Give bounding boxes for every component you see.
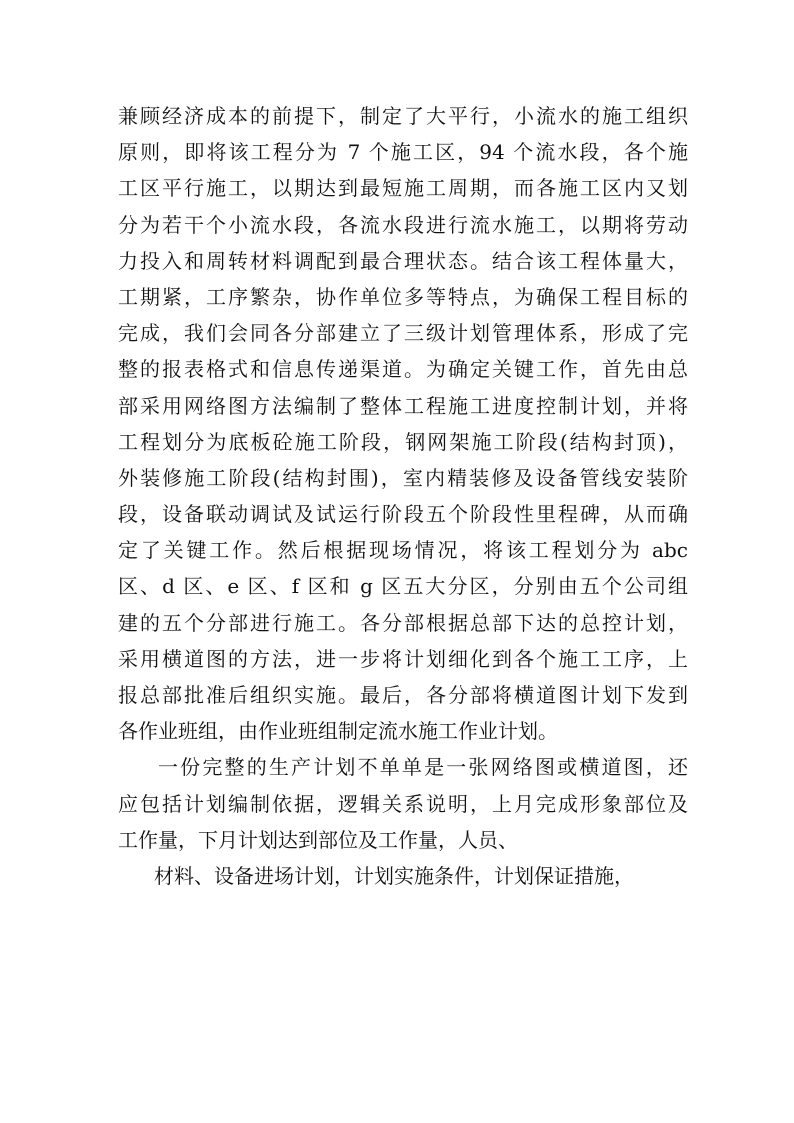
text-line: 工区平行施工，以期达到最短施工周期，而各施工区内又划 bbox=[118, 176, 688, 201]
text-line: 段，设备联动调试及试运行阶段五个阶段性里程碑，从而确 bbox=[118, 502, 688, 527]
text-line: 兼顾经济成本的前提下，制定了大平行，小流水的施工组织 bbox=[118, 104, 688, 128]
text-line: 整的报表格式和信息传递渠道。为确定关键工作，首先由总 bbox=[118, 357, 688, 382]
paragraph-2 bbox=[118, 749, 688, 858]
paragraph-1 bbox=[118, 98, 688, 749]
text-line: 区、d 区、e 区、f 区和 g 区五大分区，分别由五个公司组 bbox=[118, 574, 688, 599]
text-line: 部采用网络图方法编制了整体工程施工进度控制计划，并将 bbox=[118, 393, 688, 418]
paragraph-3 bbox=[118, 858, 688, 894]
text-line: 外装修施工阶段(结构封围)，室内精装修及设备管线安装阶 bbox=[118, 465, 688, 490]
text-line: 分为若干个小流水段，各流水段进行流水施工，以期将劳动 bbox=[118, 212, 688, 237]
text-line: 应包括计划编制依据，逻辑关系说明，上月完成形象部位及 bbox=[118, 791, 688, 816]
text-line: 力投入和周转材料调配到最合理状态。结合该工程体量大， bbox=[118, 248, 688, 273]
text-line: 工作量，下月计划达到部位及工作量，人员、 bbox=[118, 827, 518, 852]
text-line: 完成，我们会同各分部建立了三级计划管理体系，形成了完 bbox=[118, 321, 688, 346]
text-line: 原则，即将该工程分为 7 个施工区，94 个流水段，各个施 bbox=[118, 140, 688, 165]
text-line: 建的五个分部进行施工。各分部根据总部下达的总控计划， bbox=[118, 610, 688, 635]
text-line: 工期紧，工序繁杂，协作单位多等特点，为确保工程目标的 bbox=[118, 284, 688, 309]
text-line: 工程划分为底板砼施工阶段，钢网架施工阶段(结构封顶)， bbox=[118, 429, 688, 454]
text-line: 报总部批准后组织实施。最后，各分部将横道图计划下发到 bbox=[118, 683, 688, 707]
text-line: 一份完整的生产计划不单单是一张网络图或横道图，还 bbox=[158, 755, 688, 780]
text-line: 材料、设备进场计划，计划实施条件，计划保证措施， bbox=[154, 863, 634, 888]
text-line: 各作业班组，由作业班组制定流水施工作业计划。 bbox=[118, 719, 558, 744]
document-body bbox=[118, 98, 688, 894]
text-line: 采用横道图的方法，进一步将计划细化到各个施工工序，上 bbox=[118, 646, 688, 671]
text-line: 定了关键工作。然后根据现场情况，将该工程划分为 abc bbox=[118, 538, 688, 563]
